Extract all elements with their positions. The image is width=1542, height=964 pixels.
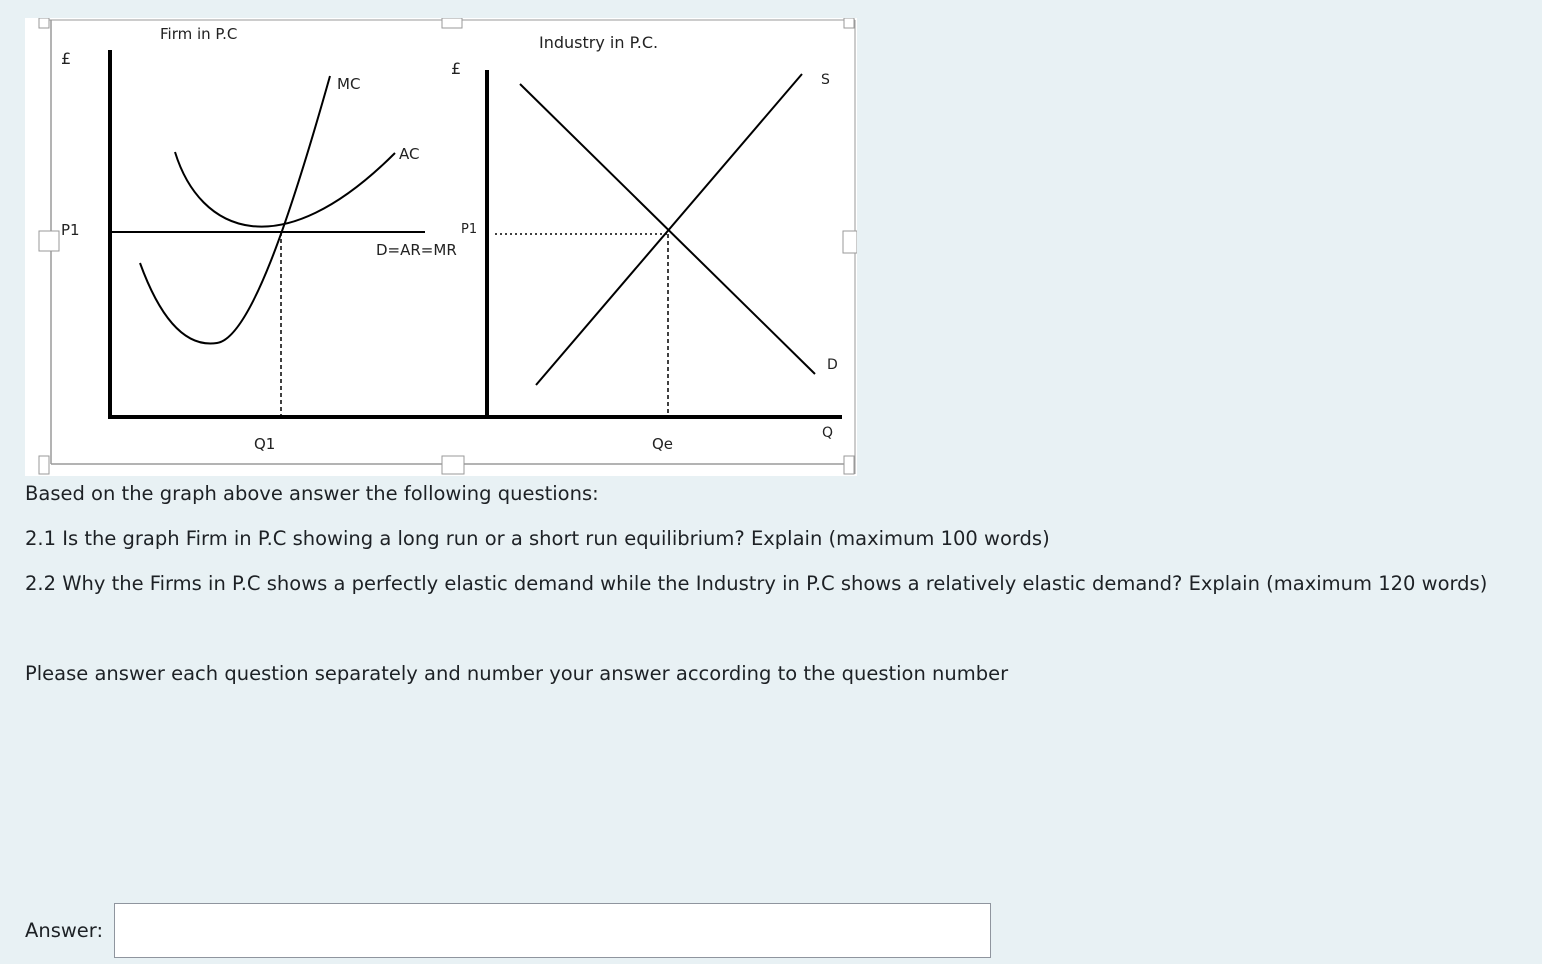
demand-line-label: D=AR=MR [376,241,457,259]
firm-quantity-label: Q1 [254,435,276,453]
quantity-axis-label: Q [822,425,834,441]
industry-price-label: P1 [461,222,478,237]
firm-title: Firm in P.C [160,25,238,43]
answer-label: Answer: [25,919,104,942]
resize-handle-top-right[interactable] [844,18,854,28]
economics-graph [25,18,857,476]
industry-title: Industry in P.C. [539,33,659,52]
resize-handle-middle-right[interactable] [843,231,857,253]
mc-curve [140,76,330,344]
firm-price-label: P1 [61,221,80,239]
industry-price-axis-label: £ [451,59,462,78]
ac-label: AC [399,145,420,163]
resize-handle-top-center[interactable] [442,18,462,28]
question-intro: Based on the graph above answer the following questions: [25,482,599,505]
industry-demand-line [520,84,815,374]
resize-handle-top-left[interactable] [39,18,49,28]
firm-price-axis-label: £ [61,49,72,68]
question-2-2: 2.2 Why the Firms in P.C shows a perfectly elastic demand while the Industry in P.C shows a relatively elastic demand? Explain (maximum 120 words) [25,572,1488,595]
resize-handle-bottom-left[interactable] [39,456,49,474]
supply-label: S [821,72,830,88]
resize-handle-bottom-center[interactable] [442,456,464,474]
economics-graph-image [25,18,857,476]
resize-handle-middle-left[interactable] [39,231,59,251]
resize-handle-bottom-right[interactable] [844,456,854,474]
industry-quantity-label: Qe [652,435,674,453]
question-2-1: 2.1 Is the graph Firm in P.C showing a long run or a short run equilibrium? Explain (maximum 100 words) [25,527,1050,550]
answer-input[interactable] [114,903,991,958]
answer-instruction: Please answer each question separately and number your answer according to the question number [25,662,1009,685]
industry-supply-line [536,74,802,385]
mc-label: MC [337,75,361,93]
ac-curve [175,152,395,227]
demand-label: D [827,357,838,373]
